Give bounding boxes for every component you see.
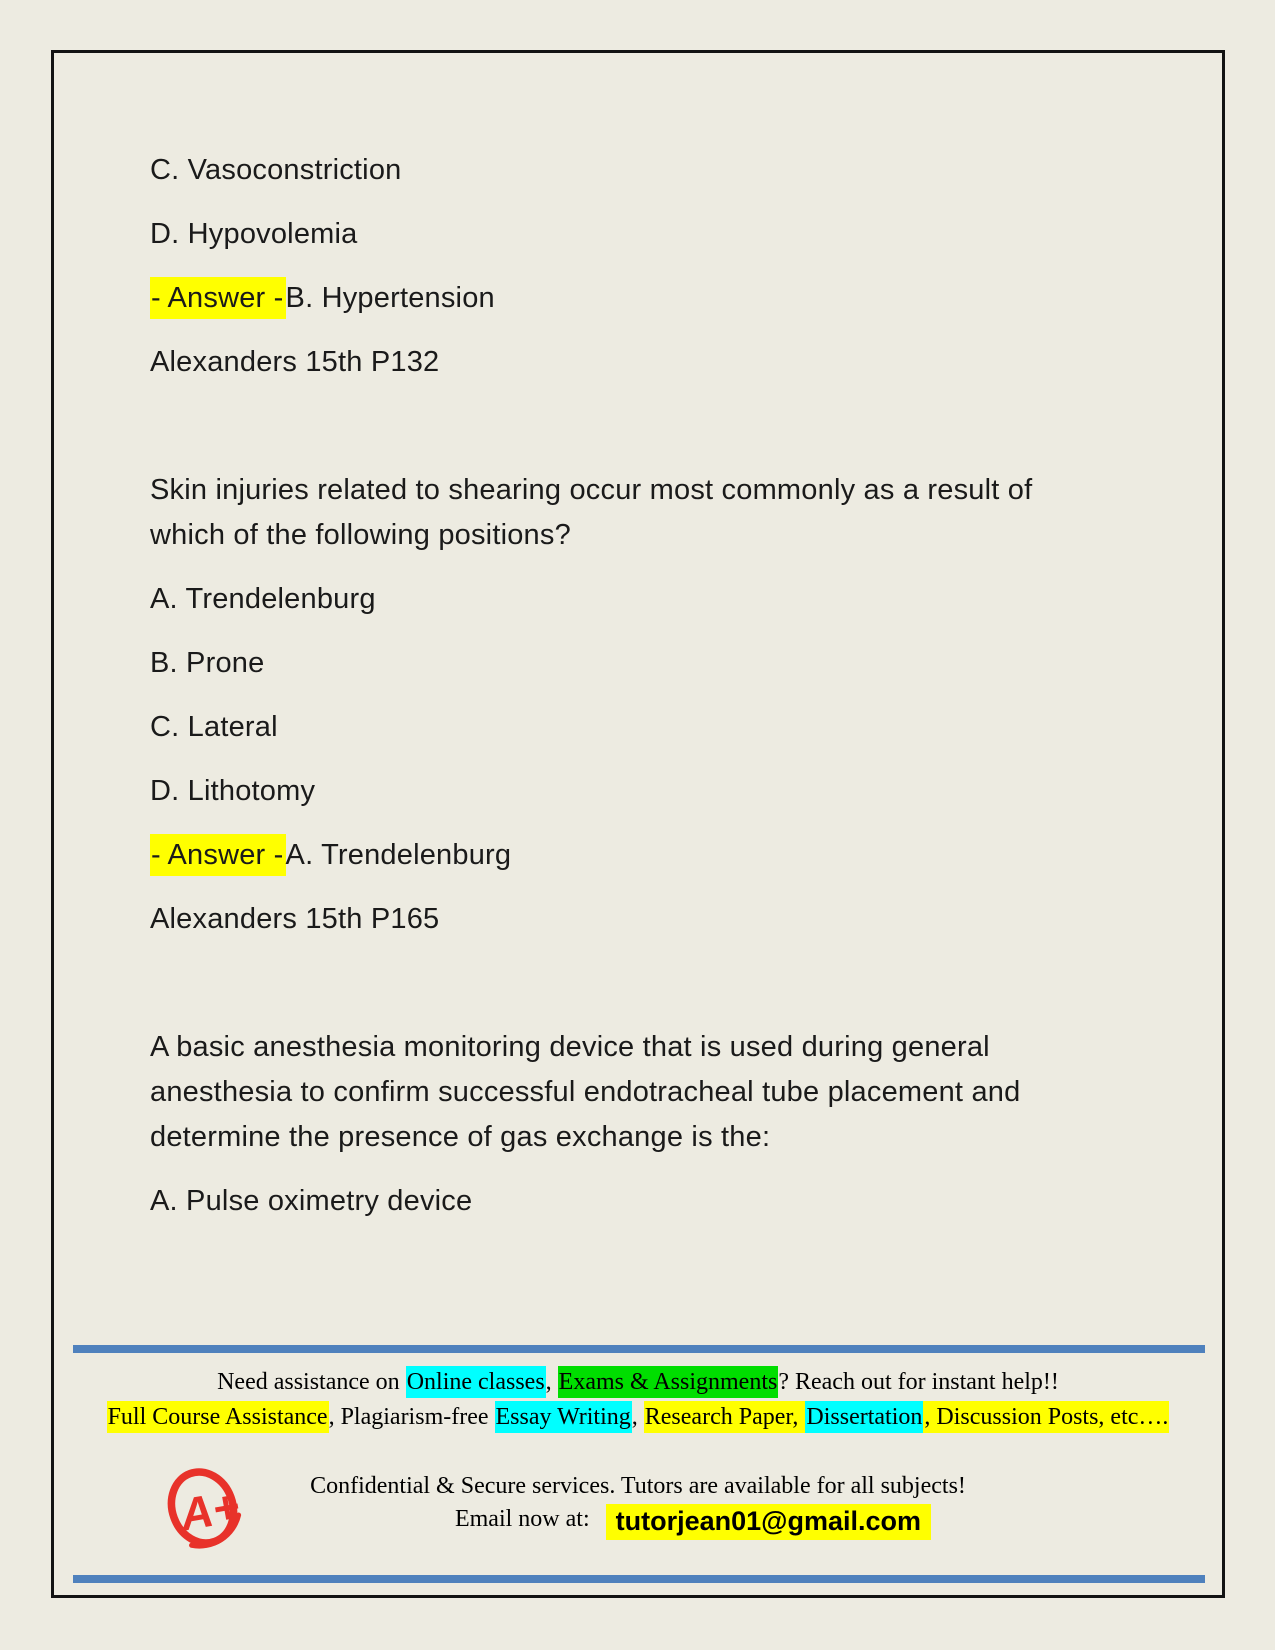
q1-answer-text: B. Hypertension <box>285 282 495 314</box>
a-plus-logo-text: A+ <box>175 1480 244 1541</box>
footer-text: Need assistance on <box>217 1369 406 1395</box>
full-course-highlight: Full Course Assistance <box>107 1401 329 1433</box>
q2-answer-highlight: - Answer - <box>150 834 286 876</box>
q2-answer-text: A. Trendelenburg <box>285 839 512 871</box>
footer-text: , <box>545 1369 558 1395</box>
exams-assignments-highlight: Exams & Assignments <box>558 1366 779 1398</box>
q3-question-line2: anesthesia to confirm successful endotracheal tube placement and <box>150 1076 1021 1108</box>
q2-question-line1: Skin injuries related to shearing occur most commonly as a result of <box>150 474 1033 506</box>
q2-option-d: D. Lithotomy <box>150 775 316 807</box>
q2-question-line2: which of the following positions? <box>150 519 571 551</box>
q2-option-c: C. Lateral <box>150 711 278 743</box>
q1-option-d: D. Hypovolemia <box>150 218 358 250</box>
footer-text: ? Reach out for instant help!! <box>778 1369 1059 1395</box>
q3-question <box>150 1025 1070 1160</box>
document-body <box>150 148 1070 1243</box>
discussion-posts-highlight: , Discussion Posts, etc…. <box>923 1401 1169 1433</box>
email-prefix: Email now at: <box>454 1506 596 1532</box>
dissertation-highlight: Dissertation <box>805 1401 923 1433</box>
email-address: tutorjean01@gmail.com <box>606 1504 931 1540</box>
footer-text: , Plagiarism-free <box>328 1404 495 1430</box>
q2-option-a: A. Trendelenburg <box>150 583 376 615</box>
blank-line <box>150 404 1070 468</box>
a-plus-logo <box>163 1468 247 1552</box>
q2-option-b: B. Prone <box>150 647 265 679</box>
footer-confidential-line: Confidential & Secure services. Tutors are available for all subjects! <box>310 1473 966 1499</box>
blank-line <box>150 961 1070 1025</box>
q2-reference: Alexanders 15th P165 <box>150 903 440 935</box>
q1-reference: Alexanders 15th P132 <box>150 346 440 378</box>
separator-bar-top <box>73 1345 1205 1353</box>
separator-bar-bottom <box>73 1575 1205 1583</box>
research-paper-highlight: Research Paper, <box>644 1401 806 1433</box>
q3-option-a: A. Pulse oximetry device <box>150 1185 473 1217</box>
footer-assistance-line <box>54 1367 1222 1397</box>
q2-answer-line <box>150 833 1070 878</box>
footer-text: , <box>631 1404 644 1430</box>
q1-answer-line <box>150 276 1070 321</box>
q3-question-line1: A basic anesthesia monitoring device that is used during general <box>150 1031 990 1063</box>
footer-services-line <box>54 1402 1222 1432</box>
q1-answer-highlight: - Answer - <box>150 277 286 319</box>
q2-question <box>150 468 1070 558</box>
a-plus-logo-graphic <box>163 1468 247 1552</box>
q1-option-c: C. Vasoconstriction <box>150 154 402 186</box>
essay-writing-highlight: Essay Writing <box>495 1401 632 1433</box>
online-classes-highlight: Online classes <box>406 1366 546 1398</box>
q3-question-line3: determine the presence of gas exchange is the: <box>150 1121 771 1153</box>
